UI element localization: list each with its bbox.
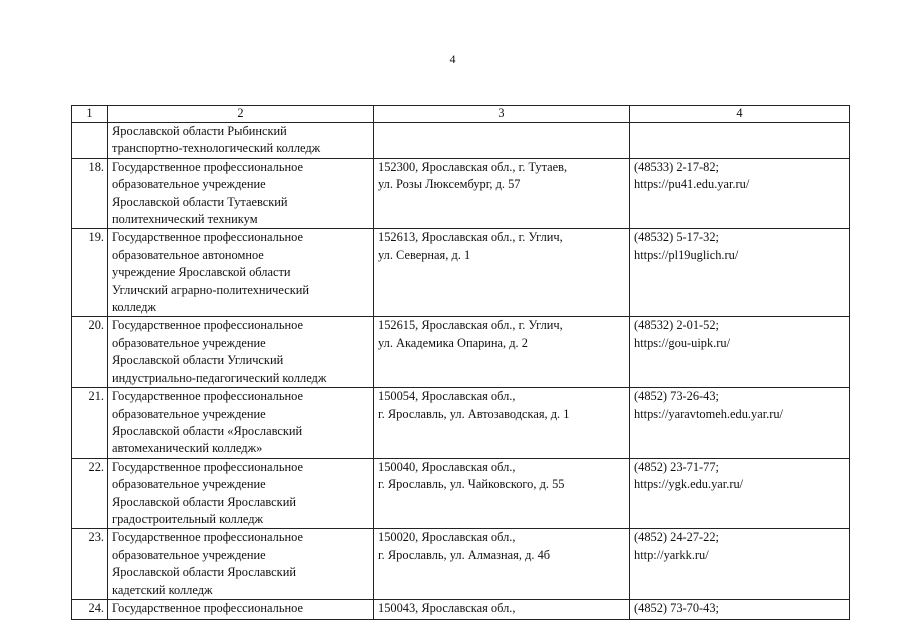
cell-line: Государственное профессиональное <box>112 530 303 545</box>
cell-line: Государственное профессиональное <box>112 318 303 333</box>
institution-name-cell <box>108 388 374 459</box>
institution-name-cell <box>108 123 374 159</box>
contacts-cell <box>630 229 850 317</box>
row-number-cell: 24. <box>72 599 108 619</box>
cell-line: http://yarkk.ru/ <box>634 547 709 562</box>
table-row <box>72 123 850 159</box>
cell-line: (4852) 24-27-22; <box>634 530 719 545</box>
contacts-cell <box>630 388 850 459</box>
cell-line: образовательное учреждение <box>112 477 266 492</box>
table-row <box>72 317 850 388</box>
row-number-cell: 22. <box>72 458 108 529</box>
table-header-row <box>72 106 850 123</box>
cell-line: (4852) 73-70-43; <box>634 600 719 615</box>
contacts-cell <box>630 529 850 600</box>
contacts-cell <box>630 158 850 229</box>
row-number-cell: 19. <box>72 229 108 317</box>
cell-line: 150020, Ярославская обл., <box>378 530 516 545</box>
cell-line: 152615, Ярославская обл., г. Углич, <box>378 318 563 333</box>
cell-line: (48532) 5-17-32; <box>634 230 719 245</box>
cell-line: кадетский колледж <box>112 582 213 597</box>
cell-line: (48533) 2-17-82; <box>634 159 719 174</box>
table-row <box>72 388 850 459</box>
column-header: 1 <box>72 106 108 123</box>
cell-line: https://gou-uipk.ru/ <box>634 335 731 350</box>
cell-line: ул. Розы Люксембург, д. 57 <box>378 177 521 192</box>
column-header: 4 <box>630 106 850 123</box>
cell-line: Государственное профессиональное <box>112 389 303 404</box>
cell-line: г. Ярославль, ул. Алмазная, д. 4б <box>378 547 551 562</box>
contacts-cell <box>630 599 850 619</box>
address-cell <box>374 123 630 159</box>
cell-line: (4852) 23-71-77; <box>634 459 719 474</box>
cell-line: Государственное профессиональное <box>112 600 303 615</box>
cell-line: ул. Северная, д. 1 <box>378 247 471 262</box>
page-number: 4 <box>449 52 456 66</box>
institution-name-cell <box>108 317 374 388</box>
cell-line: градостроительный колледж <box>112 511 264 526</box>
cell-line: образовательное учреждение <box>112 177 266 192</box>
cell-line: Ярославской области «Ярославский <box>112 423 303 438</box>
cell-line: транспортно-технологический колледж <box>112 141 321 156</box>
cell-line: автомеханический колледж» <box>112 441 263 456</box>
cell-line: политехнический техникум <box>112 212 258 227</box>
cell-line: (4852) 73-26-43; <box>634 389 719 404</box>
institution-name-cell <box>108 158 374 229</box>
cell-line: образовательное учреждение <box>112 547 266 562</box>
cell-line: образовательное учреждение <box>112 335 266 350</box>
row-number-cell: 20. <box>72 317 108 388</box>
table-row <box>72 158 850 229</box>
cell-line: Ярославской области Угличский <box>112 353 284 368</box>
institution-name-cell <box>108 229 374 317</box>
contacts-cell <box>630 317 850 388</box>
cell-line: образовательное автономное <box>112 247 264 262</box>
contacts-cell <box>630 123 850 159</box>
row-number-cell: 18. <box>72 158 108 229</box>
cell-line: 150054, Ярославская обл., <box>378 389 516 404</box>
cell-line: https://yaravtomeh.edu.yar.ru/ <box>634 406 783 421</box>
cell-line: 150040, Ярославская обл., <box>378 459 516 474</box>
cell-line: г. Ярославль, ул. Чайковского, д. 55 <box>378 477 565 492</box>
cell-line: Ярославской области Рыбинский <box>112 124 287 138</box>
cell-line: https://ygk.edu.yar.ru/ <box>634 477 744 492</box>
address-cell <box>374 317 630 388</box>
cell-line: Ярославской области Тутаевский <box>112 194 288 209</box>
cell-line: Государственное профессиональное <box>112 230 303 245</box>
address-cell <box>374 529 630 600</box>
cell-line: Угличский аграрно-политехнический <box>112 282 309 297</box>
address-cell <box>374 158 630 229</box>
address-cell <box>374 229 630 317</box>
cell-line: Ярославской области Ярославский <box>112 494 296 509</box>
cell-line: Государственное профессиональное <box>112 459 303 474</box>
table-row <box>72 458 850 529</box>
cell-line: Ярославской области Ярославский <box>112 565 296 580</box>
row-number-cell <box>72 123 108 159</box>
table-row <box>72 529 850 600</box>
cell-line: учреждение Ярославской области <box>112 265 291 280</box>
table-row <box>72 229 850 317</box>
address-cell <box>374 599 630 619</box>
address-cell <box>374 458 630 529</box>
institution-name-cell <box>108 599 374 619</box>
cell-line: образовательное учреждение <box>112 406 266 421</box>
cell-line: https://pl19uglich.ru/ <box>634 247 739 262</box>
cell-line: (48532) 2-01-52; <box>634 318 719 333</box>
column-header: 3 <box>374 106 630 123</box>
cell-line: https://pu41.edu.yar.ru/ <box>634 177 750 192</box>
row-number-cell: 23. <box>72 529 108 600</box>
cell-line: ул. Академика Опарина, д. 2 <box>378 335 528 350</box>
contacts-cell <box>630 458 850 529</box>
table-row <box>72 599 850 619</box>
column-header: 2 <box>108 106 374 123</box>
cell-line: Государственное профессиональное <box>112 159 303 174</box>
cell-line: 152300, Ярославская обл., г. Тутаев, <box>378 159 568 174</box>
institutions-table <box>71 105 850 620</box>
cell-line: индустриально-педагогический колледж <box>112 370 327 385</box>
institution-name-cell <box>108 458 374 529</box>
cell-line: 150043, Ярославская обл., <box>378 600 516 615</box>
cell-line: г. Ярославль, ул. Автозаводская, д. 1 <box>378 406 570 421</box>
address-cell <box>374 388 630 459</box>
cell-line: 152613, Ярославская обл., г. Углич, <box>378 230 563 245</box>
institution-name-cell <box>108 529 374 600</box>
row-number-cell: 21. <box>72 388 108 459</box>
cell-line: колледж <box>112 300 156 315</box>
